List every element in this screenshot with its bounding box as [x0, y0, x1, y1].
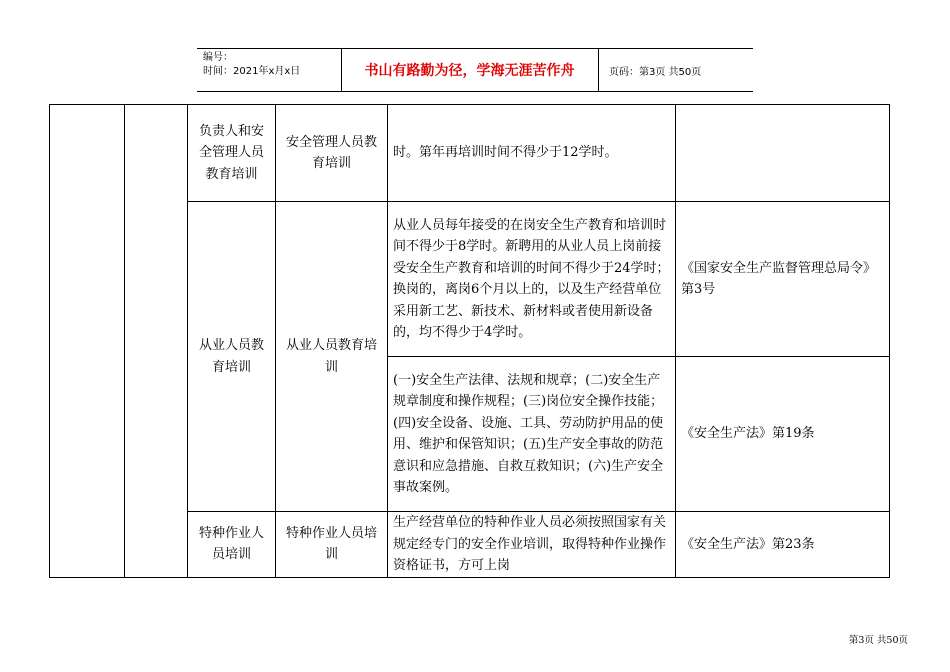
- category-cell: 从业人员教育培训: [188, 202, 276, 512]
- page-header: [197, 48, 753, 92]
- item-cell: 安全管理人员教育培训: [276, 105, 388, 202]
- time-label: 时间：2021年x月x日: [203, 66, 301, 77]
- blank-cell: [50, 105, 125, 578]
- category-cell: 特种作业人员培训: [188, 512, 276, 578]
- table-row: [50, 105, 890, 202]
- basis-cell: 《国家安全生产监督管理总局令》第3号: [676, 202, 890, 357]
- item-cell: 从业人员教育培训: [276, 202, 388, 512]
- content-cell: 生产经营单位的特种作业人员必须按照国家有关规定经专门的安全作业培训，取得特种作业操作资格证书，方可上岗: [388, 512, 676, 578]
- number-label: 编号：: [203, 52, 233, 63]
- header-info: [203, 51, 300, 79]
- blank-cell: [125, 105, 188, 578]
- basis-cell: 《安全生产法》第19条: [676, 357, 890, 512]
- content-cell: (一)安全生产法律、法规和规章；(二)安全生产规章制度和操作规程；(三)岗位安全操作技能；(四)安全设备、设施、工具、劳动防护用品的使用、维护和保管知识；(五)生产安全事故的防范意识和应急措施、自救互救知识；(六)生产安全事故案例。: [388, 357, 676, 512]
- header-motto: 书山有路勤为径，学海无涯苦作舟: [364, 63, 575, 79]
- basis-cell: [676, 105, 890, 202]
- training-table: [49, 104, 890, 578]
- header-divider: [598, 49, 599, 91]
- page-footer: 第3页 共50页: [848, 635, 908, 646]
- content-cell: 时。第年再培训时间不得少于12学时。: [388, 105, 676, 202]
- item-cell: 特种作业人员培训: [276, 512, 388, 578]
- header-page-number: 页码：第3页 共50页: [609, 67, 702, 78]
- content-cell: 从业人员每年接受的在岗安全生产教育和培训时间不得少于8学时。新聘用的从业人员上岗前接受安全生产教育和培训的时间不得少于24学时；换岗的，离岗6个月以上的，以及生产经营单位采用新工艺、新技术、新材料或者使用新设备的，均不得少于4学时。: [388, 202, 676, 357]
- basis-cell: 《安全生产法》第23条: [676, 512, 890, 578]
- category-cell: 负责人和安全管理人员教育培训: [188, 105, 276, 202]
